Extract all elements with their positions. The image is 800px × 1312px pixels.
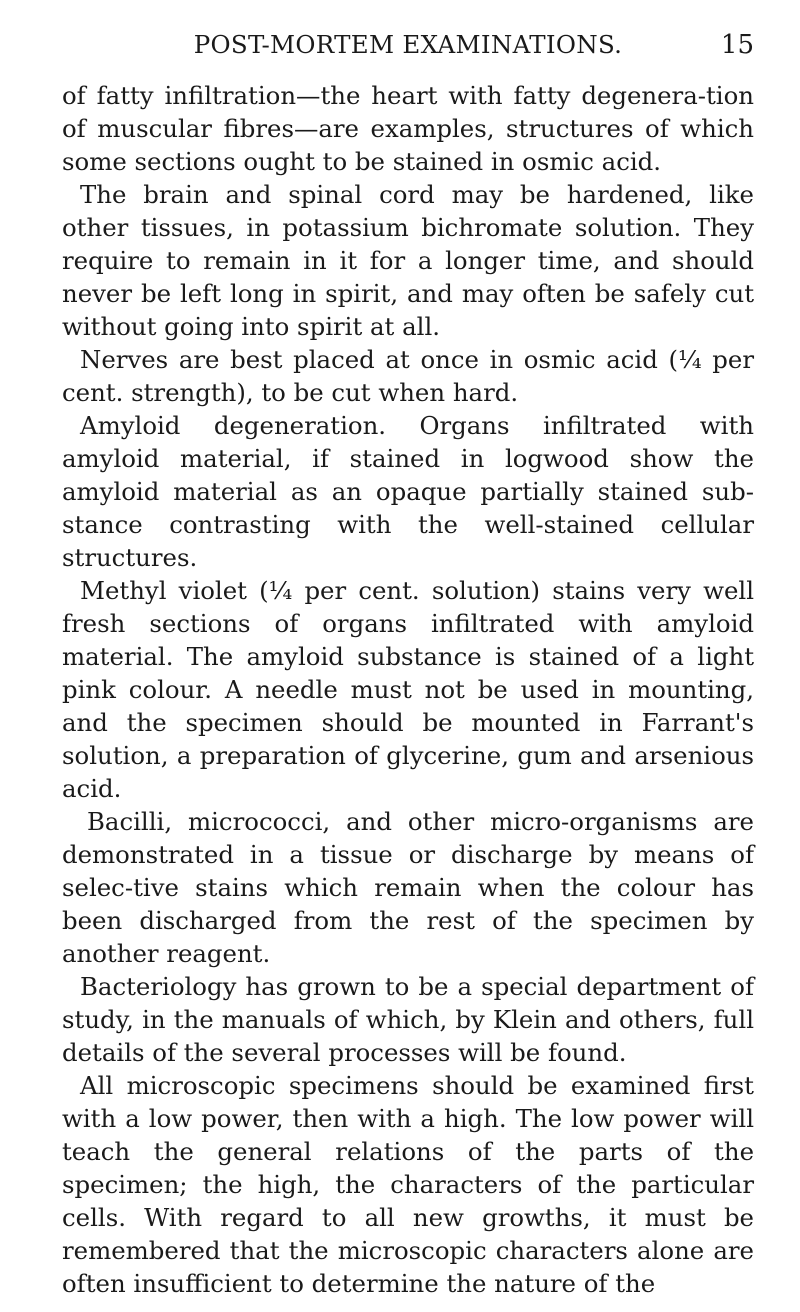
running-title: POST-MORTEM EXAMINATIONS. — [193, 30, 623, 59]
paragraph-amyloid-degeneration: Amyloid degeneration. Organs infiltrated with amyloid material, if stained in logwood show the amyloid material as an opaque partially stained sub-stance contrasting with the well-stained cellular structures. — [62, 411, 754, 572]
paragraph-brain-spinal-cord: The brain and spinal cord may be hardened, like other tissues, in potassium bichromate solution. They require to remain in it for a longer time, and should never be left long in spirit, and may often be safely cut without going into spirit at all. — [62, 180, 754, 341]
paragraph-bacteriology: Bacteriology has grown to be a special department of study, in the manuals of which, by Klein and others, full details of the several processes will be found. — [62, 972, 754, 1067]
paragraph-fatty-infiltration: of fatty infiltration—the heart with fatty degenera-tion of muscular fibres—are examples, structures of which some sections ought to be stained in osmic acid. — [62, 81, 754, 176]
page-number: 15 — [720, 30, 754, 60]
paragraph-methyl-violet: Methyl violet (¼ per cent. solution) stains very well fresh sections of organs infiltrated with amyloid material. The amyloid substance is stained of a light pink colour. A needle must not be used in mounting, and the specimen should be mounted in Farrant's solution, a preparation of glycerine, gum and arsenious acid. — [62, 576, 754, 803]
running-head — [62, 28, 754, 62]
paragraph-bacilli: Bacilli, micrococci, and other micro-organisms are demonstrated in a tissue or discharge by means of selec-tive stains which remain when the colour has been discharged from the rest of the specimen by another reagent. — [62, 807, 754, 968]
paragraph-microscopic-specimens: All microscopic specimens should be examined first with a low power, then with a high. The low power will teach the general relations of the parts of the specimen; the high, the characters of the particular cells. With regard to all new growths, it must be remembered that the microscopic characters alone are often insufficient to determine the nature of the — [62, 1071, 754, 1298]
body-text — [62, 79, 754, 1300]
paragraph-nerves: Nerves are best placed at once in osmic acid (¼ per cent. strength), to be cut when hard. — [62, 345, 754, 407]
